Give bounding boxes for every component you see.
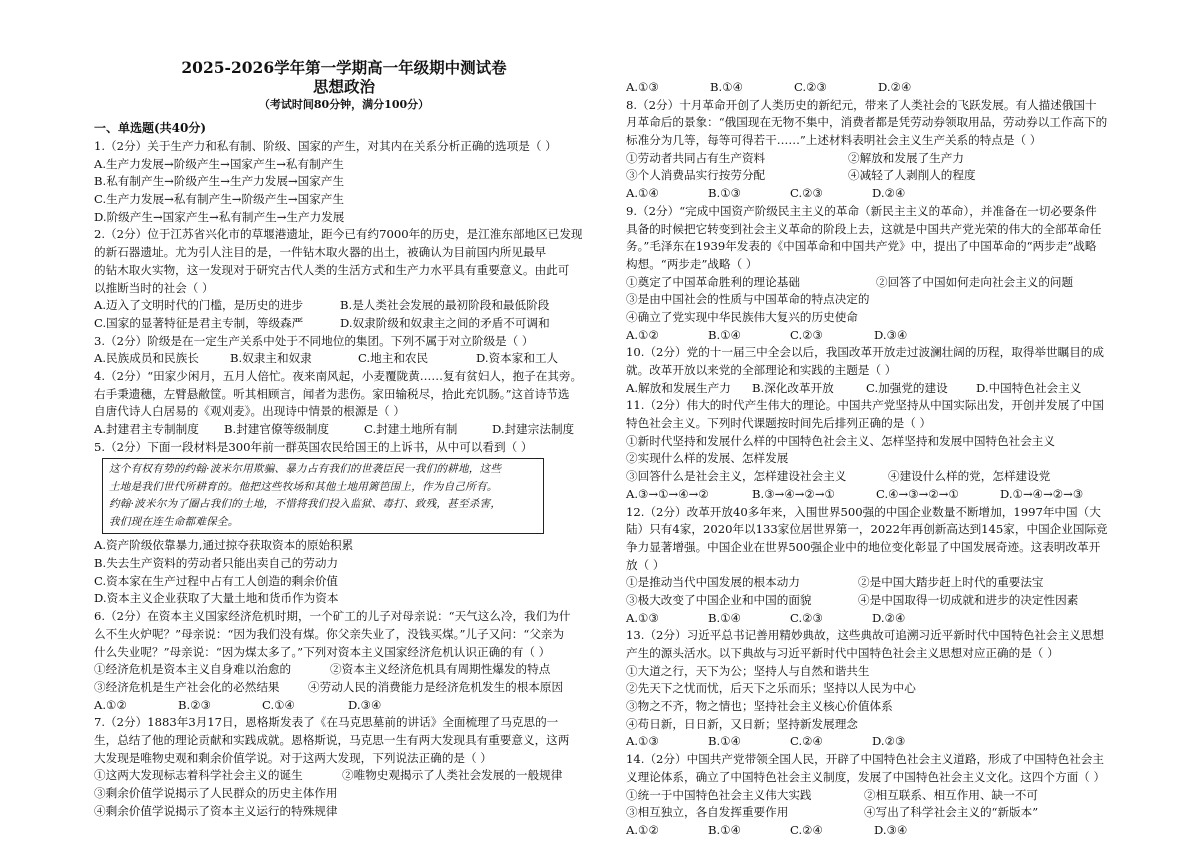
option-d: D.③④ <box>874 822 908 837</box>
question-stem: 9.（2分）“完成中国资产阶级民主主义的革命（新民主主义的革命），并准备在一切必要条件 <box>626 203 1097 218</box>
option-row <box>626 822 1131 840</box>
question-9 <box>626 203 1131 345</box>
statement-2: ②是中国大踏步赶上时代的重要法宝 <box>858 575 1044 590</box>
question-stem: 8.（2分）十月革命开创了人类历史的新纪元，带来了人类社会的飞跃发展。有人描述俄国十 <box>626 97 1097 112</box>
question-stem: 大发现是唯物史观和剩余价值学说。对于这两大发现，下列说法正确的是（ ） <box>94 750 492 765</box>
question-stem: 6.（2分）在资本主义国家经济危机时期，一个矿工的儿子对母亲说：“天气这么冷，我们为什 <box>94 609 571 624</box>
option-row <box>626 486 1131 504</box>
option-c: C.②④ <box>790 734 823 749</box>
statement-3: ③经济危机是生产社会化的必然结果 <box>94 679 280 694</box>
question-stem: 义理论体系，确立了中国特色社会主义制度，发展了中国特色社会主义文化。这四个方面（ ） <box>626 769 1106 784</box>
option-a: A.①③ <box>626 610 659 625</box>
question-stem: 具备的时候把它转变到社会主义革命的阶段上去，这就是中国共产党光荣的伟大的全部革命任 <box>626 221 1102 236</box>
option-row <box>94 297 594 315</box>
question-7 <box>94 714 594 820</box>
option-row <box>94 315 594 333</box>
question-stem: 3.（2分）阶级是在一定生产关系中处于不同地位的集团。下列不属于对立阶级是（ ） <box>94 333 534 348</box>
option-a: A.生产力发展→阶级产生→国家产生→私有制产生 <box>94 156 344 171</box>
statement-3: ③剩余价值学说揭示了人民群众的历史主体作用 <box>94 786 338 800</box>
statement-2: ②回答了中国如何走向社会主义的问题 <box>876 274 1074 289</box>
option-c: C.国家的显著特征是君主专制，等级森严 <box>94 315 304 330</box>
option-d: D.③④ <box>348 697 382 712</box>
option-a: A.①② <box>626 822 659 837</box>
statement-row <box>626 468 1131 486</box>
statement-1: ①劳动者共同占有生产资料 <box>626 150 766 165</box>
option-c: C.生产力发展→私有制产生→阶级产生→国家产生 <box>94 192 344 207</box>
quote-line: 约翰·波米尔为了圈占我们的土地，不惜将我们投入监狱、毒打、致残，甚至杀害， <box>109 498 502 511</box>
question-stem: 标准分为几等，每等可得若干……”上述材料表明社会主义生产关系的特点是（ ） <box>626 133 1042 148</box>
question-4 <box>94 368 594 439</box>
option-a: A.①② <box>626 327 659 342</box>
question-stem: 争力显著增强。中国企业在世界500强企业中的地位变化彰显了中国发展奇迹。这表明改革开 <box>626 539 1101 554</box>
question-stem: 2.（2分）位于江苏省兴化市的草堰港遗址，距今已有约7000年的历史，是江淮东部地区已发现 <box>94 227 583 242</box>
option-c: C.②④ <box>790 822 823 837</box>
statement-row <box>626 574 1131 592</box>
option-c: C.②③ <box>790 610 823 625</box>
statement-row <box>94 679 594 697</box>
option-row <box>626 380 1131 398</box>
question-stem: 的新石器遗址。尤为引人注目的是，一件钻木取火器的出土，被确认为目前国内所见最早 <box>94 245 547 260</box>
statement-row <box>626 274 1131 292</box>
statement-row <box>626 592 1131 610</box>
option-a: A.①③ <box>626 734 659 749</box>
question-11 <box>626 397 1131 503</box>
exam-subject: 思想政治 <box>312 77 375 96</box>
option-a: A.解放和发展生产力 <box>626 380 731 395</box>
question-stem: 陆）只有4家，2020年以133家位居世界第一，2022年再创新高达到145家，中国企业国际竞 <box>626 522 1108 537</box>
question-stem: 放（ ） <box>626 557 665 572</box>
option-b: B.封建官僚等级制度 <box>224 422 329 436</box>
option-d: D.资本家和工人 <box>476 351 559 366</box>
statement-4: ④剩余价值学说揭示了资本主义运行的特殊规律 <box>94 803 338 818</box>
statement-row <box>626 804 1131 822</box>
question-stem: 13.（2分）习近平总书记善用精妙典故，这些典故可追溯习近平新时代中国特色社会主义思想 <box>626 628 1104 643</box>
question-5 <box>94 439 594 608</box>
statement-1: ①是推动当代中国发展的根本动力 <box>626 575 800 590</box>
statement-4: ④确立了党实现中华民族伟大复兴的历史使命 <box>626 309 858 324</box>
question-13 <box>626 627 1131 751</box>
option-b: B.②③ <box>178 697 211 712</box>
question-stem: 生，总结了他的理论贡献和实践成就。恩格斯说，马克思一生有两大发现具有重要意义，这两 <box>94 732 570 747</box>
statement-row <box>626 787 1131 805</box>
option-a: A.民族成员和民族长 <box>94 351 199 366</box>
question-12 <box>626 504 1131 628</box>
option-c: C.资本家在生产过程中占有工人创造的剩余价值 <box>94 573 339 588</box>
statement-row <box>626 150 1131 168</box>
statement-row <box>94 767 594 785</box>
option-b: B.①④ <box>708 610 741 625</box>
statement-3: ③物之不齐，物之情也；坚持社会主义核心价值体系 <box>626 699 893 714</box>
right-column <box>626 79 1131 840</box>
option-d: D.③④ <box>874 327 908 342</box>
question-stem: 10.（2分）党的十一届三中全会以后，我国改革开放走过波澜壮阔的历程，取得举世瞩目的成 <box>626 345 1104 360</box>
question-stem: 产生的源头活水。以下典故与习近平新时代中国特色社会主义思想对应正确的是（ ） <box>626 646 1059 660</box>
option-a: A.迈入了文明时代的门槛，是历史的进步 <box>94 298 304 313</box>
question-stem: 1.（2分）关于生产力和私有制、阶级、国家的产生，对其内在关系分析正确的选项是（ ） <box>94 139 557 153</box>
option-d: D.阶级产生→国家产生→私有制产生→生产力发展 <box>94 209 345 224</box>
statement-row <box>94 661 594 679</box>
question-stem: 特色社会主义。下列时代课题按时间先后排列正确的是（ ） <box>626 416 932 431</box>
quote-line: 我们现在连生命都难保全。 <box>109 515 239 528</box>
option-b: B.③→④→②→① <box>752 486 835 501</box>
option-a: A.资产阶级依靠暴力,通过掠夺获取资本的原始积累 <box>94 538 354 553</box>
option-c: C.②③ <box>794 80 827 94</box>
question-stem: 自唐代诗人白居易的《观刈麦》。出现诗中情景的根源是（ ） <box>94 404 405 419</box>
statement-3: ③是由中国社会的性质与中国革命的特点决定的 <box>626 292 870 307</box>
question-stem: 的钻木取火实物，这一发现对于研究古代人类的生活方式和生产力水平具有重要意义。由此可 <box>94 262 570 277</box>
option-b: B.①④ <box>708 327 741 342</box>
option-b: B.深化改革开放 <box>752 380 834 395</box>
section-heading: 一、单选题(共40分) <box>94 121 207 135</box>
option-b: B.失去生产资料的劳动者只能出卖自己的劳动力 <box>94 556 339 571</box>
question-1 <box>94 138 594 226</box>
option-b: B.①④ <box>710 80 743 94</box>
statement-2: ②唯物史观揭示了人类社会发展的一般规律 <box>342 768 563 783</box>
option-d: D.奴隶阶级和奴隶主之间的矛盾不可调和 <box>340 315 550 330</box>
statement-4: ④减轻了人剥削人的程度 <box>848 168 976 183</box>
option-row <box>94 697 594 715</box>
exam-title: 2025-2026学年第一学期高一年级期中测试卷 <box>181 58 507 77</box>
left-column <box>94 58 594 820</box>
statement-2: ②实现什么样的发展、怎样发展 <box>626 451 789 466</box>
question-stem: 5.（2分）下面一段材料是300年前一群英国农民给国王的上诉书，从中可以看到（ ） <box>94 439 533 454</box>
question-stem: 右手秉遗穗，左臂悬敝筐。听其相顾言，闻者为悲伤。家田输税尽，拾此充饥肠。”这首诗节选 <box>94 386 570 401</box>
question-stem: 11.（2分）伟大的时代产生伟大的理论。中国共产党坚持从中国实际出发，开创并发展了中国 <box>626 398 1104 413</box>
option-row <box>626 610 1131 628</box>
question-3 <box>94 333 594 368</box>
option-c: C.②③ <box>790 186 823 201</box>
statement-1: ①大道之行，天下为公；坚持人与自然和谐共生 <box>626 663 870 678</box>
question-2 <box>94 226 594 332</box>
option-row <box>626 733 1131 751</box>
question-stem: 什么失业呢？”母亲说：“因为煤太多了。”下列对资本主义国家经济危机认识正确的有（ ） <box>94 644 551 659</box>
question-stem: 构想。“两步走”战略（ ） <box>626 256 758 271</box>
option-c: C.①④ <box>262 697 295 712</box>
question-6 <box>94 608 594 714</box>
quote-line: 这个有权有势的约翰·波米尔用欺骗、暴力占有我们的世袭臣民一我们的耕地，这些 <box>109 463 502 476</box>
quote-line: 土地是我们世代所耕育的。他把这些牧场和其他土地用篱笆围上，作为自己所有。 <box>109 480 498 493</box>
statement-4: ④劳动人民的消费能力是经济危机发生的根本原因 <box>308 679 564 694</box>
option-c: C.地主和农民 <box>358 351 429 366</box>
statement-2: ②解放和发展了生产力 <box>848 150 964 165</box>
option-c: C.④→③→②→① <box>876 486 959 501</box>
option-row <box>94 350 594 368</box>
statement-4: ④写出了科学社会主义的“新版本” <box>864 805 1039 820</box>
statement-3: ③个人消费品实行按劳分配 <box>626 168 766 183</box>
statement-1: ①经济危机是资本主义自身难以治愈的 <box>94 662 292 677</box>
option-c: C.②③ <box>790 327 823 342</box>
statement-1: ①统一于中国特色社会主义伟大实践 <box>626 787 812 802</box>
statement-2: ②资本主义经济危机具有周期性爆发的特点 <box>330 662 551 677</box>
question-stem: 月革命后的景象：“俄国现在无物不集中，消费者都是凭劳动券领取用品，劳动券以工作高下的 <box>626 115 1108 130</box>
question-stem: 么不生火炉呢？”母亲说：“因为我们没有煤。你父亲失业了，没钱买煤。”儿子又问：“父亲为 <box>94 626 565 641</box>
statement-3: ③相互独立，各自发挥重要作用 <box>626 805 789 820</box>
option-row <box>626 79 1131 97</box>
option-c: C.封建土地所有制 <box>364 422 458 436</box>
question-stem: 12.（2分）改革开放40多年来，入围世界500强的中国企业数量不断增加，1997年中国（大 <box>626 504 1101 519</box>
question-stem: 务。”毛泽东在1939年发表的《中国革命和中国共产党》中，提出了中国革命的“两步走”战略 <box>626 239 1097 254</box>
option-c: C.加强党的建设 <box>866 380 948 395</box>
option-row <box>626 327 1131 345</box>
statement-4: ④是中国取得一切成就和进步的决定性因素 <box>858 592 1079 607</box>
option-a: A.③→①→④→② <box>626 486 709 501</box>
statement-4: ④苟日新，日日新，又日新；坚持新发展理念 <box>626 716 858 731</box>
statement-1: ①奠定了中国革命胜利的理论基础 <box>626 274 800 289</box>
statement-3: ③回答什么是社会主义，怎样建设社会主义 <box>626 469 847 484</box>
source-material-box <box>102 458 544 534</box>
option-d: D.中国特色社会主义 <box>976 380 1082 395</box>
question-stem: 就。改革开放以来党的全部理论和实践的主题是（ ） <box>626 363 897 377</box>
option-d: D.资本主义企业获取了大量土地和货币作为资本 <box>94 591 339 606</box>
question-stem: 以推断当时的社会（ ） <box>94 280 214 295</box>
statement-1: ①这两大发现标志着科学社会主义的诞生 <box>94 768 303 783</box>
statement-row <box>626 167 1131 185</box>
statement-4: ④建设什么样的党，怎样建设党 <box>888 469 1051 484</box>
option-row <box>94 421 594 439</box>
option-b: B.是人类社会发展的最初阶段和最低阶段 <box>340 298 550 313</box>
statement-2: ②先天下之忧而忧，后天下之乐而乐；坚持以人民为中心 <box>626 681 916 696</box>
question-stem: 7.（2分）1883年3月17日，恩格斯发表了《在马克思墓前的讲话》全面梳理了马克思的一 <box>94 715 559 730</box>
option-b: B.奴隶主和奴隶 <box>230 351 312 366</box>
option-row <box>626 185 1131 203</box>
question-stem: 4.（2分）“田家少闲月，五月人倍忙。夜来南风起，小麦覆陇黄……复有贫妇人，抱子在其旁。 <box>94 368 583 383</box>
statement-3: ③极大改变了中国企业和中国的面貌 <box>626 592 812 607</box>
option-b: B.①④ <box>708 822 741 837</box>
option-b: B.①④ <box>708 734 741 749</box>
option-a: A.封建君主专制制度 <box>94 422 199 436</box>
question-14 <box>626 751 1131 839</box>
exam-note: （考试时间80分钟，满分100分） <box>258 98 430 111</box>
option-d: D.②④ <box>872 610 906 625</box>
option-d: D.②④ <box>878 80 912 94</box>
question-8 <box>626 97 1131 203</box>
option-d: D.②④ <box>872 186 906 201</box>
option-b: B.私有制产生→阶级产生→生产力发展→国家产生 <box>94 174 345 189</box>
statement-1: ①新时代坚持和发展什么样的中国特色社会主义、怎样坚持和发展中国特色社会主义 <box>626 433 1055 448</box>
option-a: A.①④ <box>626 186 659 201</box>
option-b: B.①③ <box>708 186 741 201</box>
option-d: D.①→④→②→③ <box>1000 486 1084 501</box>
option-a: A.①③ <box>626 80 659 94</box>
statement-2: ②相互联系、相互作用、缺一不可 <box>864 787 1038 802</box>
option-d: D.封建宗法制度 <box>492 422 575 436</box>
question-10 <box>626 344 1131 397</box>
question-stem: 14.（2分）中国共产党带领全国人民，开辟了中国特色社会主义道路，形成了中国特色社会主 <box>626 752 1104 767</box>
option-d: D.②③ <box>872 734 906 749</box>
option-a: A.①② <box>94 697 127 712</box>
